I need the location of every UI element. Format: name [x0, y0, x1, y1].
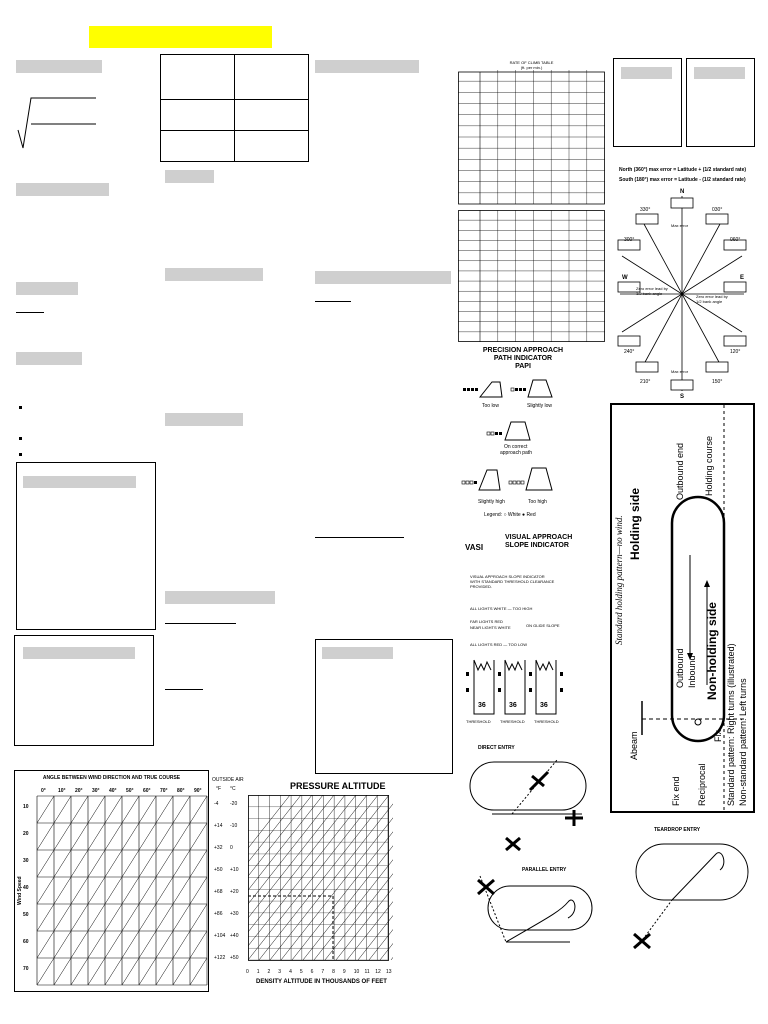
- heading-bar: [16, 352, 82, 365]
- compass-max-error-top: Max error: [671, 223, 689, 228]
- oat-header: OUTSIDE AIR: [212, 777, 244, 783]
- vasi-threshold-3: THRESHOLD: [534, 719, 559, 724]
- wind-angle-label: 60°: [143, 788, 151, 794]
- std-pattern: Standard pattern: Right turns (illustrated): [726, 643, 736, 806]
- note-box-heading: [23, 476, 136, 488]
- wind-angle-label: 10°: [58, 788, 66, 794]
- wind-cell-diagonal: [190, 796, 207, 823]
- pressure-alt-xlabel: DENSITY ALTITUDE IN THOUSANDS OF FEET: [256, 979, 387, 985]
- pressure-alt-title: PRESSURE ALTITUDE: [290, 781, 386, 791]
- oat-f: °F: [216, 786, 222, 792]
- wind-cell-diagonal: [88, 958, 105, 985]
- wind-cell-diagonal: [122, 850, 139, 877]
- oat-f-value: +86: [214, 911, 223, 917]
- wind-cell-diagonal: [37, 877, 54, 904]
- wind-cell-diagonal: [173, 904, 190, 931]
- wind-cell-diagonal: [156, 877, 173, 904]
- compass-zero-left-2: 1/2 bank angle: [636, 291, 663, 296]
- vasi-threshold-2: THRESHOLD: [500, 719, 525, 724]
- heading-bar: [165, 413, 243, 426]
- wind-cell-diagonal: [54, 823, 71, 850]
- note-box-heading: [621, 67, 672, 79]
- compass-330: 330°: [640, 207, 651, 213]
- underline: [315, 537, 404, 538]
- papi-on-path-1: On correct: [504, 444, 528, 450]
- pa-x-tick: 6: [310, 969, 314, 975]
- wind-cell-diagonal: [190, 823, 207, 850]
- pa-x-tick: 1: [256, 969, 260, 975]
- pa-x-tick: 0: [246, 969, 249, 975]
- vasi-title-line1: VISUAL APPROACH: [505, 534, 573, 541]
- fix: Fix: [713, 730, 723, 742]
- teardrop-entry-diagram: [620, 834, 750, 964]
- wind-table-title: ANGLE BETWEEN WIND DIRECTION AND TRUE COURSE: [42, 775, 181, 781]
- wind-cell-diagonal: [122, 823, 139, 850]
- pressure-alt-grid: [248, 795, 393, 965]
- wind-cell-diagonal: [88, 931, 105, 958]
- note-box: [14, 635, 154, 746]
- wind-cell-diagonal: [139, 823, 156, 850]
- compass-zero-left-1: Zero error lead by: [636, 286, 668, 291]
- compass-w: W: [622, 275, 628, 281]
- compass-210: 210°: [640, 379, 651, 385]
- pa-x-tick: 4: [289, 969, 292, 975]
- wind-cell-diagonal: [105, 796, 122, 823]
- wind-cell-diagonal: [71, 958, 88, 985]
- pa-x-tick: 7: [321, 969, 325, 975]
- oat-c-value: +20: [230, 889, 239, 895]
- vasi-row-1: ALL LIGHTS WHITE — TOO HIGH: [470, 606, 533, 611]
- holding-course-wrap: [704, 435, 765, 504]
- outbound-end: Outbound end: [675, 442, 685, 500]
- vasi-desc-2: WITH STANDARD THRESHOLD CLEARANCE: [470, 579, 555, 584]
- compass-030: 030°: [712, 207, 723, 213]
- vasi-row-2b: NEAR LIGHTS WHITE: [470, 625, 511, 630]
- wind-angle-label: 80°: [177, 788, 185, 794]
- underline: [165, 689, 203, 690]
- wind-cell-diagonal: [37, 796, 54, 823]
- wind-cell-diagonal: [105, 877, 122, 904]
- nonstd-pattern-wrap: [738, 678, 768, 814]
- climb-table-2-grid: [458, 210, 605, 342]
- wind-cell-diagonal: [173, 850, 190, 877]
- wind-cell-diagonal: [105, 958, 122, 985]
- wind-angle-label: 50°: [126, 788, 134, 794]
- heading-bar: [16, 60, 102, 73]
- wind-speed-label: 20: [23, 831, 29, 837]
- oat-c-value: -20: [230, 801, 238, 807]
- papi-title: [478, 347, 568, 371]
- pa-x-tick: 11: [364, 969, 370, 975]
- wind-angle-label: 40°: [109, 788, 117, 794]
- wind-cell-diagonal: [173, 877, 190, 904]
- underline: [165, 623, 236, 624]
- pa-x-tick: 3: [278, 969, 282, 975]
- wind-angle-label: 0°: [41, 788, 46, 794]
- oat-f-value: -4: [214, 801, 219, 807]
- oat-values: [212, 800, 246, 960]
- papi-slightly-low: Slightly low: [527, 403, 553, 409]
- climb-table: [458, 60, 605, 205]
- vasi-title-line2: SLOPE INDICATOR: [505, 542, 569, 549]
- pressure-alt-x-ticks: [246, 968, 396, 976]
- wind-cell-diagonal: [71, 877, 88, 904]
- wind-table: [14, 770, 209, 992]
- oat-c-value: +50: [230, 955, 239, 961]
- wind-cell-diagonal: [71, 904, 88, 931]
- non-holding-side: Non-holding side: [705, 602, 719, 700]
- parallel-entry-diagram: [470, 872, 600, 952]
- compass-120: 120°: [730, 349, 741, 355]
- wind-speed-label: 30: [23, 858, 29, 864]
- heading-bar: [165, 170, 214, 183]
- compass-s: S: [680, 394, 685, 400]
- vasi-row-3: ALL LIGHTS RED — TOO LOW: [470, 642, 528, 647]
- outbound: Outbound: [675, 648, 685, 688]
- wind-cell-diagonal: [156, 958, 173, 985]
- parallel-entry-label: PARALLEL ENTRY: [522, 867, 567, 873]
- vasi-desc-3: PROVIDED.: [470, 584, 493, 589]
- oat-c-value: 0: [230, 845, 233, 851]
- wind-cell-diagonal: [88, 904, 105, 931]
- oat-c-value: -10: [230, 823, 238, 829]
- papi-too-high: Too high: [528, 499, 547, 505]
- oat-f-value: +14: [214, 823, 223, 829]
- wind-speed-label: 60: [23, 939, 29, 945]
- underline: [315, 301, 351, 302]
- wind-cell-diagonal: [122, 796, 139, 823]
- wind-cell-diagonal: [71, 796, 88, 823]
- papi-title-line2: PATH INDICATOR: [493, 355, 553, 362]
- bullet: [19, 437, 22, 440]
- pa-x-tick: 13: [386, 969, 392, 975]
- vasi-runway-1: 36: [478, 702, 486, 709]
- wind-cell-diagonal: [173, 958, 190, 985]
- holding-side: Holding side: [628, 488, 642, 560]
- wind-cell-diagonal: [156, 796, 173, 823]
- papi-too-low: Too low: [482, 403, 499, 409]
- wind-cell-diagonal: [139, 877, 156, 904]
- wind-table-grid: [15, 782, 210, 992]
- inbound-wrap: [687, 655, 721, 696]
- fix-wrap: [713, 730, 726, 750]
- vasi-runway-2: 36: [509, 702, 517, 709]
- heading-bar: [16, 282, 78, 295]
- wind-cell-diagonal: [190, 904, 207, 931]
- wind-cell-diagonal: [54, 958, 71, 985]
- compass-south-rule: South (180°) max error = Latitude - (1/2 standard rate): [619, 177, 746, 183]
- wind-ylabel: Wind Speed: [17, 876, 23, 905]
- abeam-wrap: [629, 731, 659, 768]
- teardrop-entry-label: TEARDROP ENTRY: [654, 827, 701, 833]
- wind-angle-label: 70°: [160, 788, 168, 794]
- compass-300: 300°: [624, 237, 635, 243]
- papi-legend: Legend: ○ White ● Red: [484, 512, 536, 518]
- wind-cell-diagonal: [139, 850, 156, 877]
- wind-cell-diagonal: [105, 850, 122, 877]
- compass-060: 060°: [730, 237, 741, 243]
- climb-table-subtitle: (ft. per min.): [520, 65, 543, 70]
- wind-cell-diagonal: [122, 931, 139, 958]
- wind-cell-diagonal: [88, 877, 105, 904]
- compass-150: 150°: [712, 379, 723, 385]
- note-box: [315, 639, 453, 774]
- wind-cell-diagonal: [71, 823, 88, 850]
- pa-x-tick: 5: [299, 969, 303, 975]
- radical-sketch: [14, 90, 104, 155]
- wind-cell-diagonal: [139, 958, 156, 985]
- wind-cell-diagonal: [88, 796, 105, 823]
- oat-f-value: +104: [214, 933, 226, 939]
- wind-cell-diagonal: [190, 931, 207, 958]
- fix-end: Fix end: [671, 776, 681, 806]
- vasi-runway-3: 36: [540, 702, 548, 709]
- reciprocal: Reciprocal: [697, 763, 707, 806]
- wind-angle-label: 30°: [92, 788, 100, 794]
- oat-f-value: +50: [214, 867, 223, 873]
- compass-north-rule: North (360°) max error = Latitude + (1/2 standard rate): [619, 167, 747, 173]
- wind-angle-label: 90°: [194, 788, 202, 794]
- wind-cell-diagonal: [105, 904, 122, 931]
- papi-on-path-2: approach path: [500, 450, 532, 456]
- wind-cell-diagonal: [139, 931, 156, 958]
- vasi-row-2a: FAR LIGHTS RED: [470, 619, 503, 624]
- wind-cell-diagonal: [88, 823, 105, 850]
- compass-n: N: [680, 189, 685, 195]
- heading-bar: [315, 271, 451, 284]
- papi-title-line3: PAPI: [515, 363, 531, 370]
- note-box: [686, 58, 755, 147]
- wind-cell-diagonal: [54, 796, 71, 823]
- note-box: [613, 58, 682, 147]
- wind-cell-diagonal: [54, 931, 71, 958]
- wind-speed-label: 10: [23, 804, 29, 810]
- oat-c-value: +40: [230, 933, 239, 939]
- wind-cell-diagonal: [156, 823, 173, 850]
- climb-table-2: [458, 210, 605, 342]
- compass-zero-right-2: 1/2 bank angle: [696, 299, 723, 304]
- oat-c: °C: [230, 786, 236, 792]
- wind-cell-diagonal: [37, 958, 54, 985]
- wind-angle-label: 20°: [75, 788, 83, 794]
- wind-cell-diagonal: [71, 850, 88, 877]
- compass-240: 240°: [624, 349, 635, 355]
- oat-c-value: +30: [230, 911, 239, 917]
- papi-title-line1: PRECISION APPROACH: [482, 347, 564, 354]
- compass-zero-right-1: Zero error lead by: [696, 294, 728, 299]
- wind-cell-diagonal: [105, 931, 122, 958]
- wind-cell-diagonal: [54, 904, 71, 931]
- underline: [16, 312, 44, 313]
- title-highlight: [89, 26, 272, 48]
- wind-cell-diagonal: [190, 958, 207, 985]
- wind-cell-diagonal: [139, 904, 156, 931]
- wind-cell-diagonal: [37, 850, 54, 877]
- compass-max-error-bottom: Max error: [671, 369, 689, 374]
- note-box: [16, 462, 156, 630]
- oat-f-value: +68: [214, 889, 223, 895]
- bullet: [19, 406, 22, 409]
- climb-table-grid: [458, 70, 605, 205]
- climb-table-title: RATE OF CLIMB TABLE: [509, 60, 554, 65]
- pa-x-tick: 2: [267, 969, 271, 975]
- wind-cell-diagonal: [122, 877, 139, 904]
- wind-cell-diagonal: [54, 877, 71, 904]
- wind-cell-diagonal: [105, 823, 122, 850]
- pa-x-tick: 10: [353, 969, 360, 975]
- heading-bar: [165, 591, 275, 604]
- oat-f-value: +122: [214, 955, 226, 961]
- wind-speed-label: 40: [23, 885, 29, 891]
- heading-bar: [16, 183, 109, 196]
- direct-entry-label: DIRECT ENTRY: [478, 745, 515, 751]
- papi-slightly-high: Slightly high: [478, 499, 505, 505]
- wind-cell-diagonal: [122, 958, 139, 985]
- heading-bar: [165, 268, 263, 281]
- oat-f-value: +32: [214, 845, 223, 851]
- wind-cell-diagonal: [156, 931, 173, 958]
- inbound: Inbound: [687, 655, 697, 688]
- wind-cell-diagonal: [71, 931, 88, 958]
- pa-x-tick: 8: [332, 969, 335, 975]
- pa-x-tick: 9: [342, 969, 346, 975]
- wind-cell-diagonal: [173, 796, 190, 823]
- compass-e: E: [740, 275, 745, 281]
- direct-entry-diagram: [462, 750, 602, 860]
- oat-c-value: +10: [230, 867, 239, 873]
- bullet: [19, 453, 22, 456]
- vasi-threshold-1: THRESHOLD: [466, 719, 491, 724]
- wind-cell-diagonal: [88, 850, 105, 877]
- wind-cell-diagonal: [139, 796, 156, 823]
- wind-cell-diagonal: [190, 877, 207, 904]
- wind-cell-diagonal: [37, 931, 54, 958]
- wind-cell-diagonal: [156, 904, 173, 931]
- wind-cell-diagonal: [37, 823, 54, 850]
- pa-x-tick: 12: [375, 969, 381, 975]
- wind-cell-diagonal: [190, 850, 207, 877]
- note-box-heading: [694, 67, 745, 79]
- heading-bar: [315, 60, 419, 73]
- note-box-heading: [23, 647, 135, 659]
- note-box-heading: [322, 647, 393, 659]
- wind-cell-diagonal: [173, 931, 190, 958]
- wind-speed-label: 70: [23, 966, 29, 972]
- wind-cell-diagonal: [173, 823, 190, 850]
- wind-speed-label: 50: [23, 912, 29, 918]
- wind-cell-diagonal: [54, 850, 71, 877]
- holding-course: Holding course: [704, 435, 714, 496]
- abeam: Abeam: [629, 731, 639, 760]
- holding-side-wrap: [628, 488, 703, 568]
- nonstd-pattern: Non-standard pattern: Left turns: [738, 678, 748, 806]
- vasi-desc-1: VISUAL APPROACH SLOPE INDICATOR: [470, 574, 545, 579]
- wind-cell-diagonal: [156, 850, 173, 877]
- wind-cell-diagonal: [122, 904, 139, 931]
- holding-title: Standard holding pattern—no wind.: [614, 515, 624, 645]
- vasi-row-2c: ON GLIDE SLOPE: [526, 623, 560, 628]
- empty-grid: [160, 54, 309, 162]
- vasi-abbr: VASI: [465, 543, 484, 552]
